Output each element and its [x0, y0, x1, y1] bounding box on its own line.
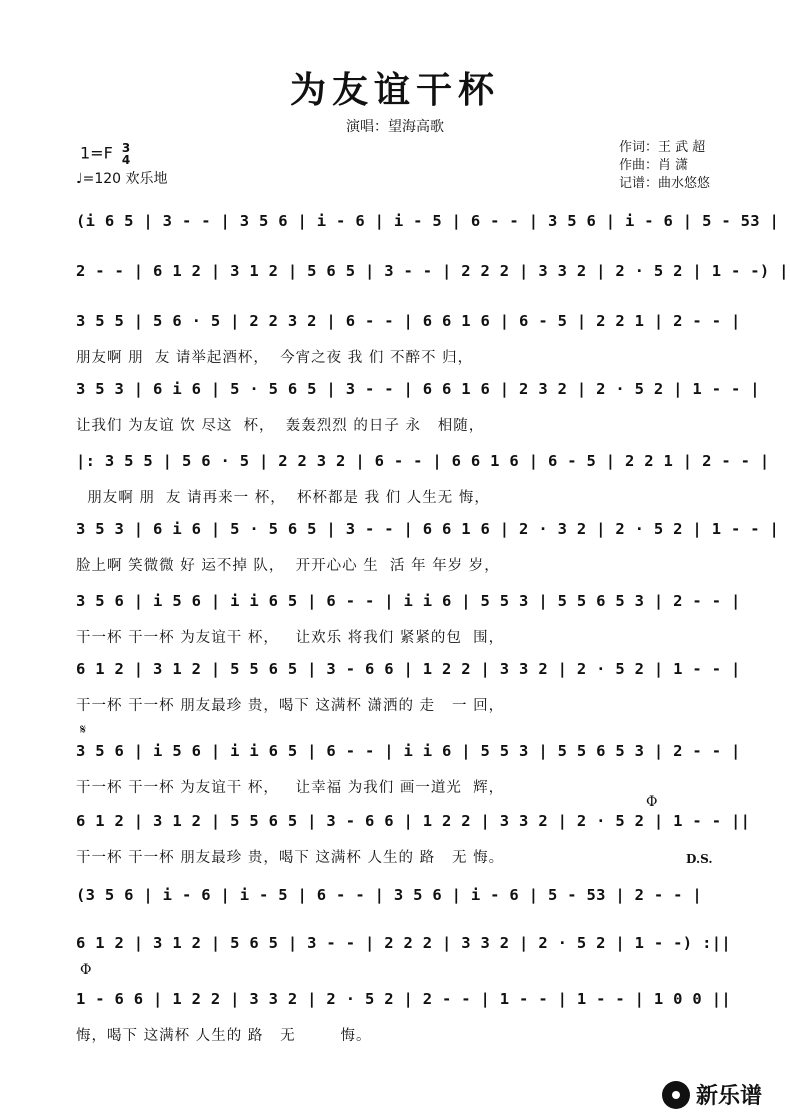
- record-icon: [662, 1081, 690, 1109]
- notation-line: 6 1 2 | 3 1 2 | 5 5 6 5 | 3 - 6 6 | 1 2 2 | 3 3 2 | 2 · 5 2 | 1 - - ||: [76, 812, 751, 830]
- composer: 作曲：肖 潇: [618, 158, 689, 173]
- notation-line: 3 5 5 | 5 6 · 5 | 2 2 3 2 | 6 - - | 6 6 1 6 | 6 - 5 | 2 2 1 | 2 - - |: [76, 312, 741, 330]
- key-signature: [80, 142, 130, 166]
- time-signature: [122, 142, 130, 166]
- notation-line: 1 - 6 6 | 1 2 2 | 3 3 2 | 2 · 5 2 | 2 - - | 1 - - | 1 - - | 1 0 0 ||: [76, 990, 731, 1008]
- notation-line: 6 1 2 | 3 1 2 | 5 6 5 | 3 - - | 2 2 2 | 3 3 2 | 2 · 5 2 | 1 - -) :||: [76, 934, 731, 952]
- time-bottom: 4: [121, 153, 131, 167]
- brand-logo: [662, 1079, 762, 1110]
- notation-line: 6 1 2 | 3 1 2 | 5 5 6 5 | 3 - 6 6 | 1 2 2 | 3 3 2 | 2 · 5 2 | 1 - - |: [76, 660, 741, 678]
- tempo-marking: ♩=120 欢乐地: [76, 171, 168, 187]
- notation-line: 3 5 3 | 6 i 6 | 5 · 5 6 5 | 3 - - | 6 6 1 6 | 2 · 3 2 | 2 · 5 2 | 1 - - |: [76, 520, 780, 538]
- lyric-line: 朋友啊 朋 友 请举起酒杯， 今宵之夜 我 们 不醉不 归，: [76, 350, 474, 366]
- lyric-line: 干一杯 干一杯 为友谊干 杯， 让幸福 为我们 画一道光 辉，: [76, 780, 505, 796]
- singer: 演唱：望海高歌: [346, 119, 444, 135]
- notation-line: (3 5 6 | i - 6 | i - 5 | 6 - - | 3 5 6 | i - 6 | 5 - 53 | 2 - - |: [76, 886, 703, 904]
- coda-mark-2: Φ: [80, 962, 92, 978]
- lyric-line: 让我们 为友谊 饮 尽这 杯， 轰轰烈烈 的日子 永 相随，: [76, 418, 485, 434]
- time-top: 3: [121, 141, 131, 155]
- lyric-line: 干一杯 干一杯 朋友最珍 贵，喝下 这满杯 人生的 路 无 悔。: [76, 850, 505, 866]
- transcriber: 记谱：曲水悠悠: [618, 176, 710, 191]
- lyric-line: 干一杯 干一杯 朋友最珍 贵，喝下 这满杯 潇洒的 走 一 回，: [76, 698, 505, 714]
- notation-line: 2 - - | 6 1 2 | 3 1 2 | 5 6 5 | 3 - - | 2 2 2 | 3 3 2 | 2 · 5 2 | 1 - -) |: [76, 262, 789, 280]
- lyric-line: 干一杯 干一杯 为友谊干 杯， 让欢乐 将我们 紧紧的包 围，: [76, 630, 505, 646]
- notation-line: 3 5 6 | i 5 6 | i i 6 5 | 6 - - | i i 6 | 5 5 3 | 5 5 6 5 3 | 2 - - |: [76, 592, 741, 610]
- notation-line: |: 3 5 5 | 5 6 · 5 | 2 2 3 2 | 6 - - | 6 6 1 6 | 6 - 5 | 2 2 1 | 2 - - |: [76, 452, 770, 470]
- ds-mark: D.S.: [686, 852, 713, 866]
- key-text: 1=F: [80, 143, 113, 163]
- brand-text: 新乐谱: [695, 1084, 762, 1109]
- credits: [619, 139, 710, 193]
- lyric-line: 脸上啊 笑微微 好 运不掉 队， 开开心心 生 活 年 年岁 岁，: [76, 558, 500, 574]
- lyric-line: 朋友啊 朋 友 请再来一 杯， 杯杯都是 我 们 人生无 悔，: [76, 490, 490, 506]
- notation-line: 3 5 6 | i 5 6 | i i 6 5 | 6 - - | i i 6 | 5 5 3 | 5 5 6 5 3 | 2 - - |: [76, 742, 741, 760]
- lyric-line: 悔，喝下 这满杯 人生的 路 无 悔。: [76, 1028, 372, 1044]
- song-title: 为友谊干杯: [289, 69, 500, 111]
- notation-line: (i 6 5 | 3 - - | 3 5 6 | i - 6 | i - 5 | 6 - - | 3 5 6 | i - 6 | 5 - 53 |: [76, 212, 780, 230]
- notation-line: 3 5 3 | 6 i 6 | 5 · 5 6 5 | 3 - - | 6 6 1 6 | 2 3 2 | 2 · 5 2 | 1 - - |: [76, 380, 760, 398]
- coda-mark: Φ: [646, 794, 658, 810]
- segno-mark: 𝄋: [80, 722, 87, 738]
- lyricist: 作词：王 武 超: [618, 140, 706, 155]
